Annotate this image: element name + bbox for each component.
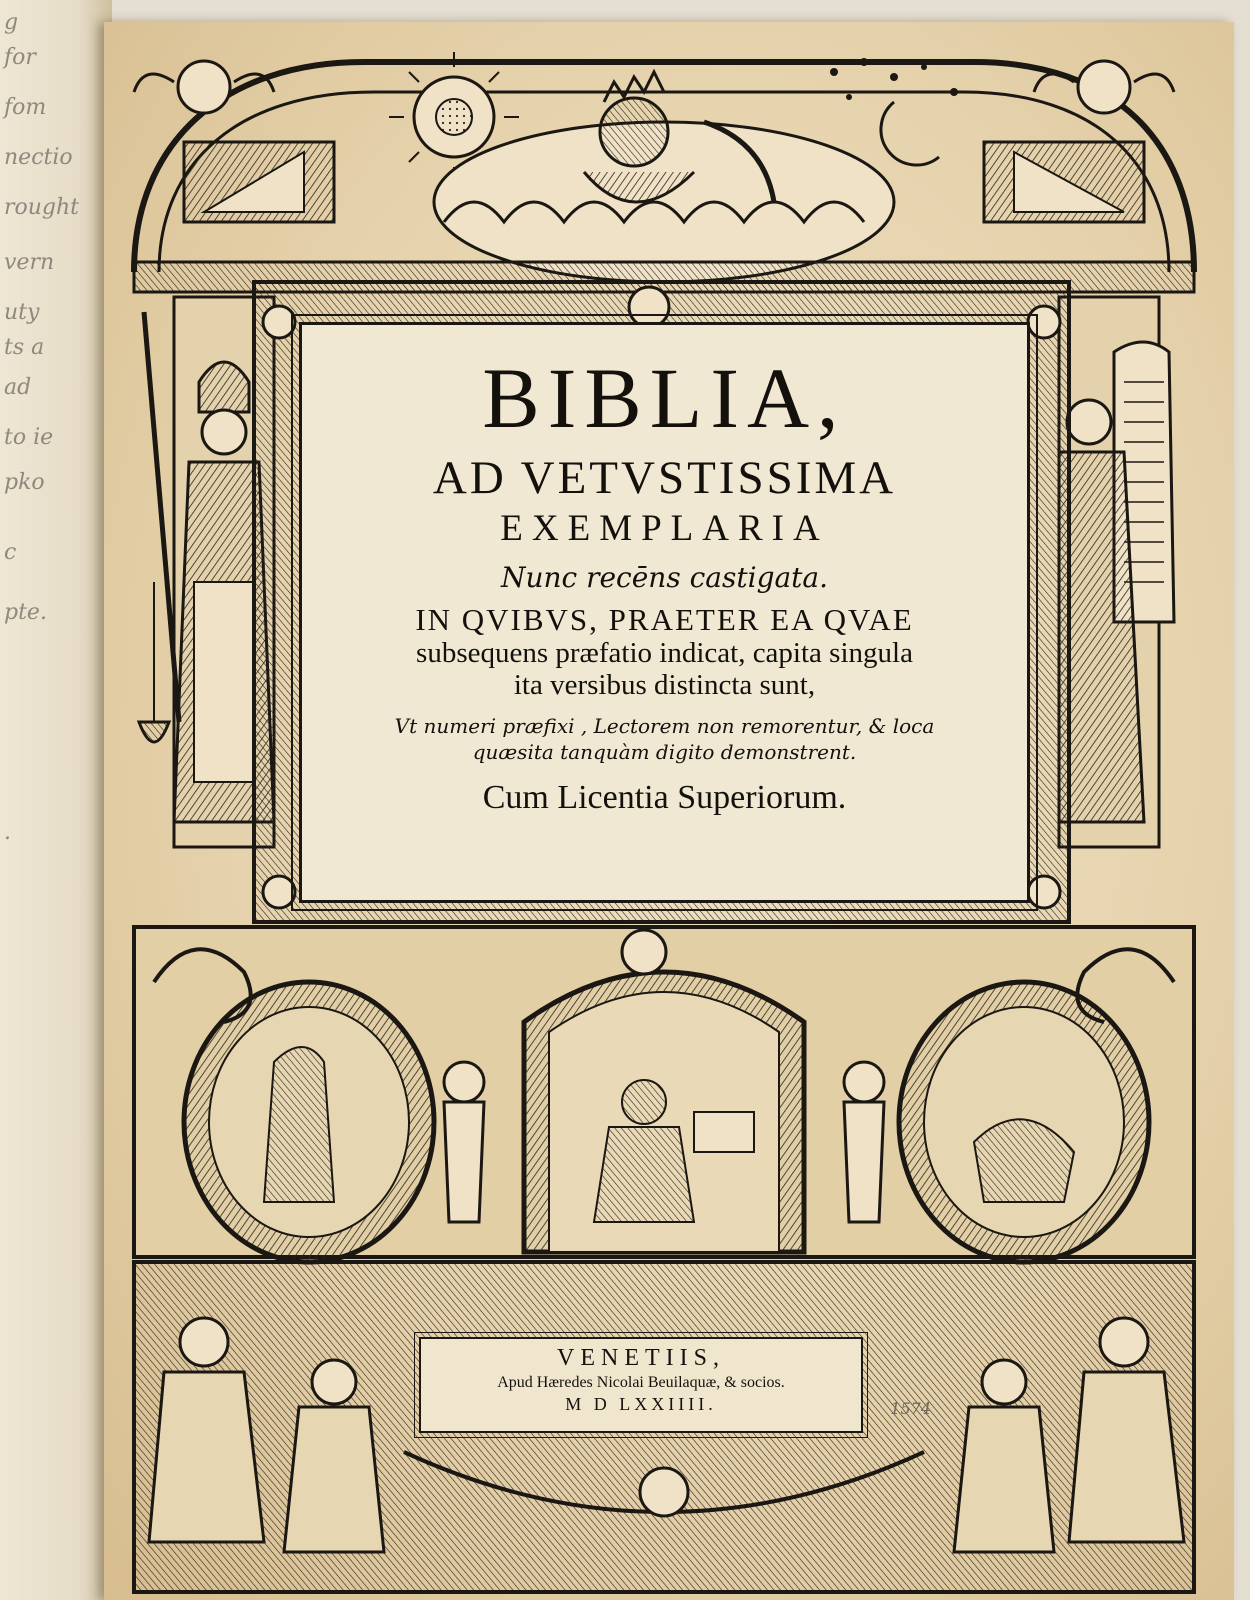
imprint-publisher: Apud Hæredes Nicolai Beuilaquæ, & socios. [497, 1374, 785, 1391]
title-leaf [104, 22, 1234, 1600]
italic-line: quæsita tanquàm digito demonstrent. [472, 740, 857, 765]
cherub-frame-corner [1028, 306, 1060, 338]
divine-figure-in-clouds [434, 72, 894, 282]
subtitle-line: AD VETVSTISSIMA [432, 452, 897, 504]
handwriting-line: for [4, 45, 36, 70]
title-panel [299, 322, 1030, 903]
cherub-frame-corner [263, 876, 295, 908]
pencil-date-note: 1574 [890, 1399, 931, 1418]
handwriting-line: ts a [4, 335, 45, 360]
handwriting-line: . [4, 820, 11, 845]
handwriting-line: fom [4, 95, 47, 120]
cherub-top-left [134, 61, 274, 113]
handwriting-line: uty [4, 300, 40, 325]
italic-line: Nunc recēns castigata. [500, 561, 829, 594]
license-line: Cum Licentia Superiorum. [482, 779, 847, 817]
handwriting-line: pko [4, 470, 45, 495]
moses-figure [1059, 297, 1174, 847]
handwriting-line: pte. [4, 600, 47, 625]
facing-page [0, 0, 112, 1600]
lower-cartouche-band [134, 927, 1194, 1262]
book-title: BIBLIA, [482, 350, 847, 446]
handwriting-line: ad [4, 375, 32, 400]
body-line: subsequens præfatio indicat, capita singula [416, 636, 913, 669]
handwriting-line: vern [4, 250, 55, 275]
handwriting-line: rought [4, 195, 80, 220]
body-line: IN QVIBVS, PRAETER EA QVAE [415, 602, 914, 637]
cherub-frame-corner [263, 306, 295, 338]
handwriting-line: to ie [4, 425, 54, 450]
cherub-frame-corner [1028, 876, 1060, 908]
imprint-city: VENETIIS, [557, 1345, 725, 1371]
subtitle-line: EXEMPLARIA [500, 508, 829, 549]
handwriting-line: g [4, 10, 19, 35]
italic-line: Vt numeri præfixi , Lectorem non remorentur, & loca [394, 714, 935, 739]
body-line: ita versibus distincta sunt, [513, 669, 816, 702]
moon-stars-ornament [830, 58, 958, 165]
handwriting-line: nectio [4, 145, 73, 170]
imprint-date: M D LXXIIII. [565, 1394, 717, 1414]
imprint-box [419, 1337, 931, 1433]
cherub-frame-top [629, 287, 669, 327]
handwriting-line: c [4, 540, 17, 565]
